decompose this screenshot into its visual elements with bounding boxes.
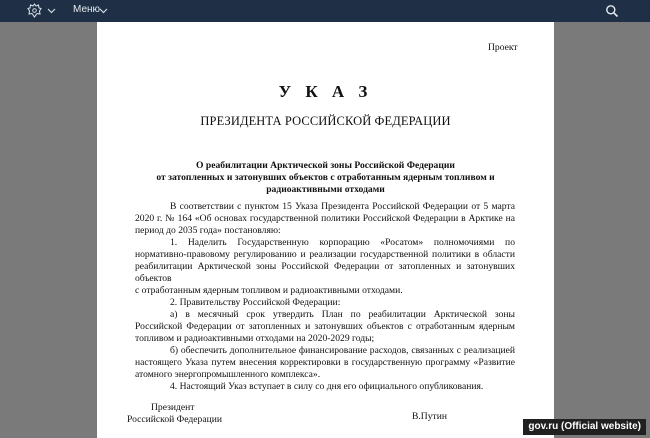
paragraph-item-1: 1. Наделить Государственную корпорацию «Росатом» полномочиями по нормативно-правовому регулированию и реализации государственной политики в области реабилитации Арктической зоны Российской Федерации от затопленных и затонувших объектов bbox=[135, 237, 515, 284]
document-page bbox=[97, 22, 554, 438]
source-watermark: gov.ru (Official website) bbox=[523, 419, 646, 435]
signature-title-line: Российской Федерации bbox=[127, 414, 222, 425]
decree-title-line: от затопленных и затонувших объектов с отработанным ядерным топливом и bbox=[156, 172, 495, 183]
draft-label: Проект bbox=[488, 42, 518, 53]
signature-title-line: Президент bbox=[151, 402, 195, 413]
paragraph-preamble: В соответствии с пунктом 15 Указа Президента Российской Федерации от 5 марта 2020 г. № 164 «Об основах государственной политики Российской Федерации в Арктике на период до 2035 года» постановляю: bbox=[135, 201, 515, 236]
decree-body bbox=[135, 201, 515, 393]
paragraph-item-1-cont: с отработанным ядерным топливом и радиоактивными отходами. bbox=[135, 285, 403, 296]
issuer-heading: ПРЕЗИДЕНТА РОССИЙСКОЙ ФЕДЕРАЦИИ bbox=[200, 114, 451, 128]
signature-title bbox=[127, 402, 222, 426]
menu-chevron-down-icon[interactable] bbox=[99, 8, 108, 14]
decree-title bbox=[133, 160, 518, 196]
paragraph-item-2a: а) в месячный срок утвердить План по реабилитации Арктической зоны Российской Федерации от затопленных и затонувших объектов с отработанным ядерным топливом и радиоактивными отходами на 2020-2029 годы; bbox=[135, 309, 515, 344]
paragraph-item-4: 4. Настоящий Указ вступает в силу со дня его официального опубликования. bbox=[170, 381, 484, 392]
search-icon[interactable] bbox=[605, 4, 619, 18]
paragraph-item-2b: б) обеспечить дополнительное финансирование расходов, связанных с реализацией настоящего Указа путем внесения корректировки в государственную программу «Развитие атомного энергопромышленного комплекса». bbox=[135, 345, 515, 380]
decree-title-line: О реабилитации Арктической зоны Российской Федерации bbox=[196, 160, 455, 171]
signature-name: В.Путин bbox=[412, 411, 447, 422]
decree-title-line: радиоактивными отходами bbox=[266, 184, 385, 195]
menu-button[interactable]: Меню bbox=[73, 4, 101, 15]
coat-of-arms-icon[interactable] bbox=[26, 2, 43, 19]
document-type-heading: У К А З bbox=[278, 82, 373, 101]
chevron-down-icon[interactable] bbox=[47, 8, 56, 14]
top-navigation-bar bbox=[0, 0, 650, 22]
paragraph-item-2: 2. Правительству Российской Федерации: bbox=[170, 297, 341, 308]
